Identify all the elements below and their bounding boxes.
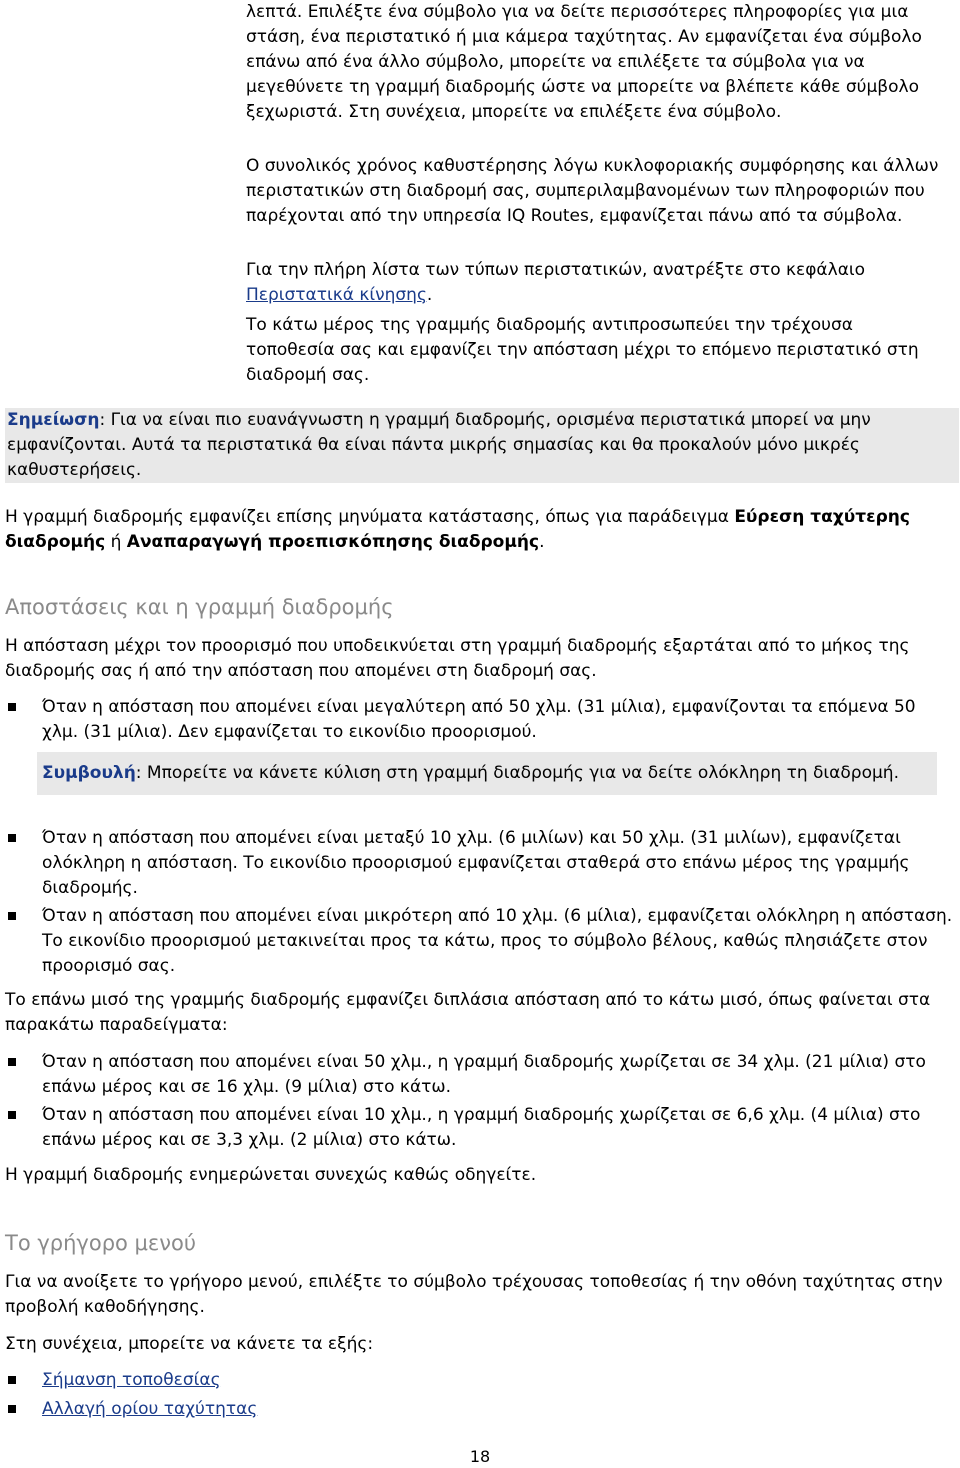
list-item (5, 1050, 955, 1100)
tip-text: : Μπορείτε να κάνετε κύλιση στη γραμμή διαδρομής για να δείτε ολόκληρη τη διαδρομή. (135, 763, 899, 783)
distances-list-3 (5, 1050, 955, 1153)
status-bold-route-preview: Αναπαραγωγή προεπισκόπησης διαδρομής (126, 532, 540, 552)
intro-paragraph-1: λεπτά. Επιλέξτε ένα σύμβολο για να δείτε περισσότερες πληροφορίες για μια στάση, ένα περιστατικό ή μια κάμερα ταχύτητας. Αν εμφανίζεται ένα σύμβολο επάνω από ένα άλλο σύμβολο, μπορείτε να επιλέξετε τα σύμβολα για να μεγεθύνετε τη γραμμή διαδρομής ώστε να μπορείτε να βλέπετε κάθε σύμβολο ξεχωριστά. Στη συνέχεια, μπορείτε να επιλέξετε ένα σύμβολο. (246, 2, 922, 122)
bullet-square-icon (8, 703, 16, 711)
status-suffix: . (539, 532, 545, 552)
status-paragraph (5, 505, 955, 555)
note-box (5, 408, 959, 483)
list-item-text: Όταν η απόσταση που απομένει είναι μεγαλύτερη από 50 χλμ. (31 μίλια), εμφανίζονται τα επόμενα 50 χλμ. (31 μίλια). Δεν εμφανίζεται το εικονίδιο προορισμού. (42, 697, 916, 742)
bullet-square-icon (8, 1111, 16, 1119)
section-title-distances: Αποστάσεις και η γραμμή διαδρομής (5, 595, 394, 619)
distances-list-1 (5, 695, 955, 745)
bullet-square-icon (8, 834, 16, 842)
tip-box (37, 752, 937, 795)
page-number: 18 (469, 1447, 491, 1466)
status-bold-faster-route: Εύρεση ταχύτερης διαδρομής (5, 507, 910, 552)
traffic-incidents-link[interactable]: Περιστατικά κίνησης (246, 285, 427, 305)
status-prefix: Η γραμμή διαδρομής εμφανίζει επίσης μηνύματα κατάστασης, όπως για παράδειγμα (5, 507, 735, 527)
bullet-square-icon (8, 1405, 16, 1413)
intro-paragraph-3-suffix: . (426, 285, 433, 305)
list-item (5, 695, 955, 745)
list-item (5, 1397, 955, 1422)
status-middle: ή (105, 532, 127, 552)
list-item (5, 904, 955, 979)
bullet-square-icon (8, 912, 16, 920)
quick-menu-paragraph-1: Για να ανοίξετε το γρήγορο μενού, επιλέξτε το σύμβολο τρέχουσας τοποθεσίας ή την οθόνη ταχύτητας στην προβολή καθοδήγησης. (5, 1272, 943, 1317)
section-title-quick-menu: Το γρήγορο μενού (5, 1231, 196, 1255)
quick-menu-list (5, 1368, 955, 1422)
quick-menu-paragraph-2: Στη συνέχεια, μπορείτε να κάνετε τα εξής: (5, 1334, 374, 1354)
list-item-text: Όταν η απόσταση που απομένει είναι μικρότερη από 10 χλμ. (6 μίλια), εμφανίζεται ολόκληρη η απόσταση. Το εικονίδιο προορισμού μετακινείται προς τα κάτω, προς το σύμβολο βέλους, καθώς πλησιάζετε στον προορισμό σας. (42, 906, 953, 976)
intro-paragraph-2: Ο συνολικός χρόνος καθυστέρησης λόγω κυκλοφοριακής συμφόρησης και άλλων περιστατικών στη διαδρομή σας, συμπεριλαμβανομένων των πληροφοριών που παρέχονται από την υπηρεσία IQ Routes, εμφανίζεται πάνω από τα σύμβολα. (246, 156, 939, 226)
tip-label: Συμβουλή (42, 763, 136, 783)
list-item-text: Όταν η απόσταση που απομένει είναι 50 χλμ., η γραμμή διαδρομής χωρίζεται σε 34 χλμ. (21 μίλια) στο επάνω μέρος και σε 16 χλμ. (9 μίλια) στο κάτω. (42, 1052, 926, 1097)
bullet-square-icon (8, 1058, 16, 1066)
intro-paragraph-3-prefix: Για την πλήρη λίστα των τύπων περιστατικών, ανατρέξτε στο κεφάλαιο (246, 260, 866, 280)
distances-paragraph-3: Η γραμμή διαδρομής ενημερώνεται συνεχώς καθώς οδηγείτε. (5, 1165, 537, 1185)
list-item (5, 1368, 955, 1393)
distances-paragraph-1: Η απόσταση μέχρι τον προορισμό που υποδεικνύεται στη γραμμή διαδρομής εξαρτάται από το μήκος της διαδρομής σας ή από την απόσταση που απομένει στη διαδρομή σας. (5, 636, 910, 681)
change-speed-limit-link[interactable]: Αλλαγή ορίου ταχύτητας (42, 1399, 258, 1419)
intro-paragraph-4: Το κάτω μέρος της γραμμής διαδρομής αντιπροσωπεύει την τρέχουσα τοποθεσία σας και εμφανίζει την απόσταση μέχρι το επόμενο περιστατικό στη διαδρομή σας. (246, 315, 919, 385)
note-text: : Για να είναι πιο ευανάγνωστη η γραμμή διαδρομής, ορισμένα περιστατικά μπορεί να μην εμφανίζονται. Αυτά τα περιστατικά θα είναι πάντα μικρής σημασίας και θα προκαλούν μόνο μικρές καθυστερήσεις. (7, 410, 871, 480)
intro-paragraph-3 (246, 258, 946, 308)
list-item (5, 1103, 955, 1153)
distances-paragraph-2: Το επάνω μισό της γραμμής διαδρομής εμφανίζει διπλάσια απόσταση από το κάτω μισό, όπως φαίνεται στα παρακάτω παραδείγματα: (5, 990, 931, 1035)
distances-list-2 (5, 826, 955, 979)
list-item (5, 826, 955, 901)
list-item-text: Όταν η απόσταση που απομένει είναι μεταξύ 10 χλμ. (6 μιλίων) και 50 χλμ. (31 μιλίων), εμφανίζεται ολόκληρη η απόσταση. Το εικονίδιο προορισμού εμφανίζεται σταθερά στο επάνω μέρος της γραμμής διαδρομής. (42, 828, 910, 898)
list-item-text: Όταν η απόσταση που απομένει είναι 10 χλμ., η γραμμή διαδρομής χωρίζεται σε 6,6 χλμ. (4 μίλια) στο επάνω μέρος και σε 3,3 χλμ. (2 μίλια) στο κάτω. (42, 1105, 921, 1150)
note-label: Σημείωση (7, 410, 100, 430)
bullet-square-icon (8, 1376, 16, 1384)
mark-location-link[interactable]: Σήμανση τοποθεσίας (42, 1370, 221, 1390)
